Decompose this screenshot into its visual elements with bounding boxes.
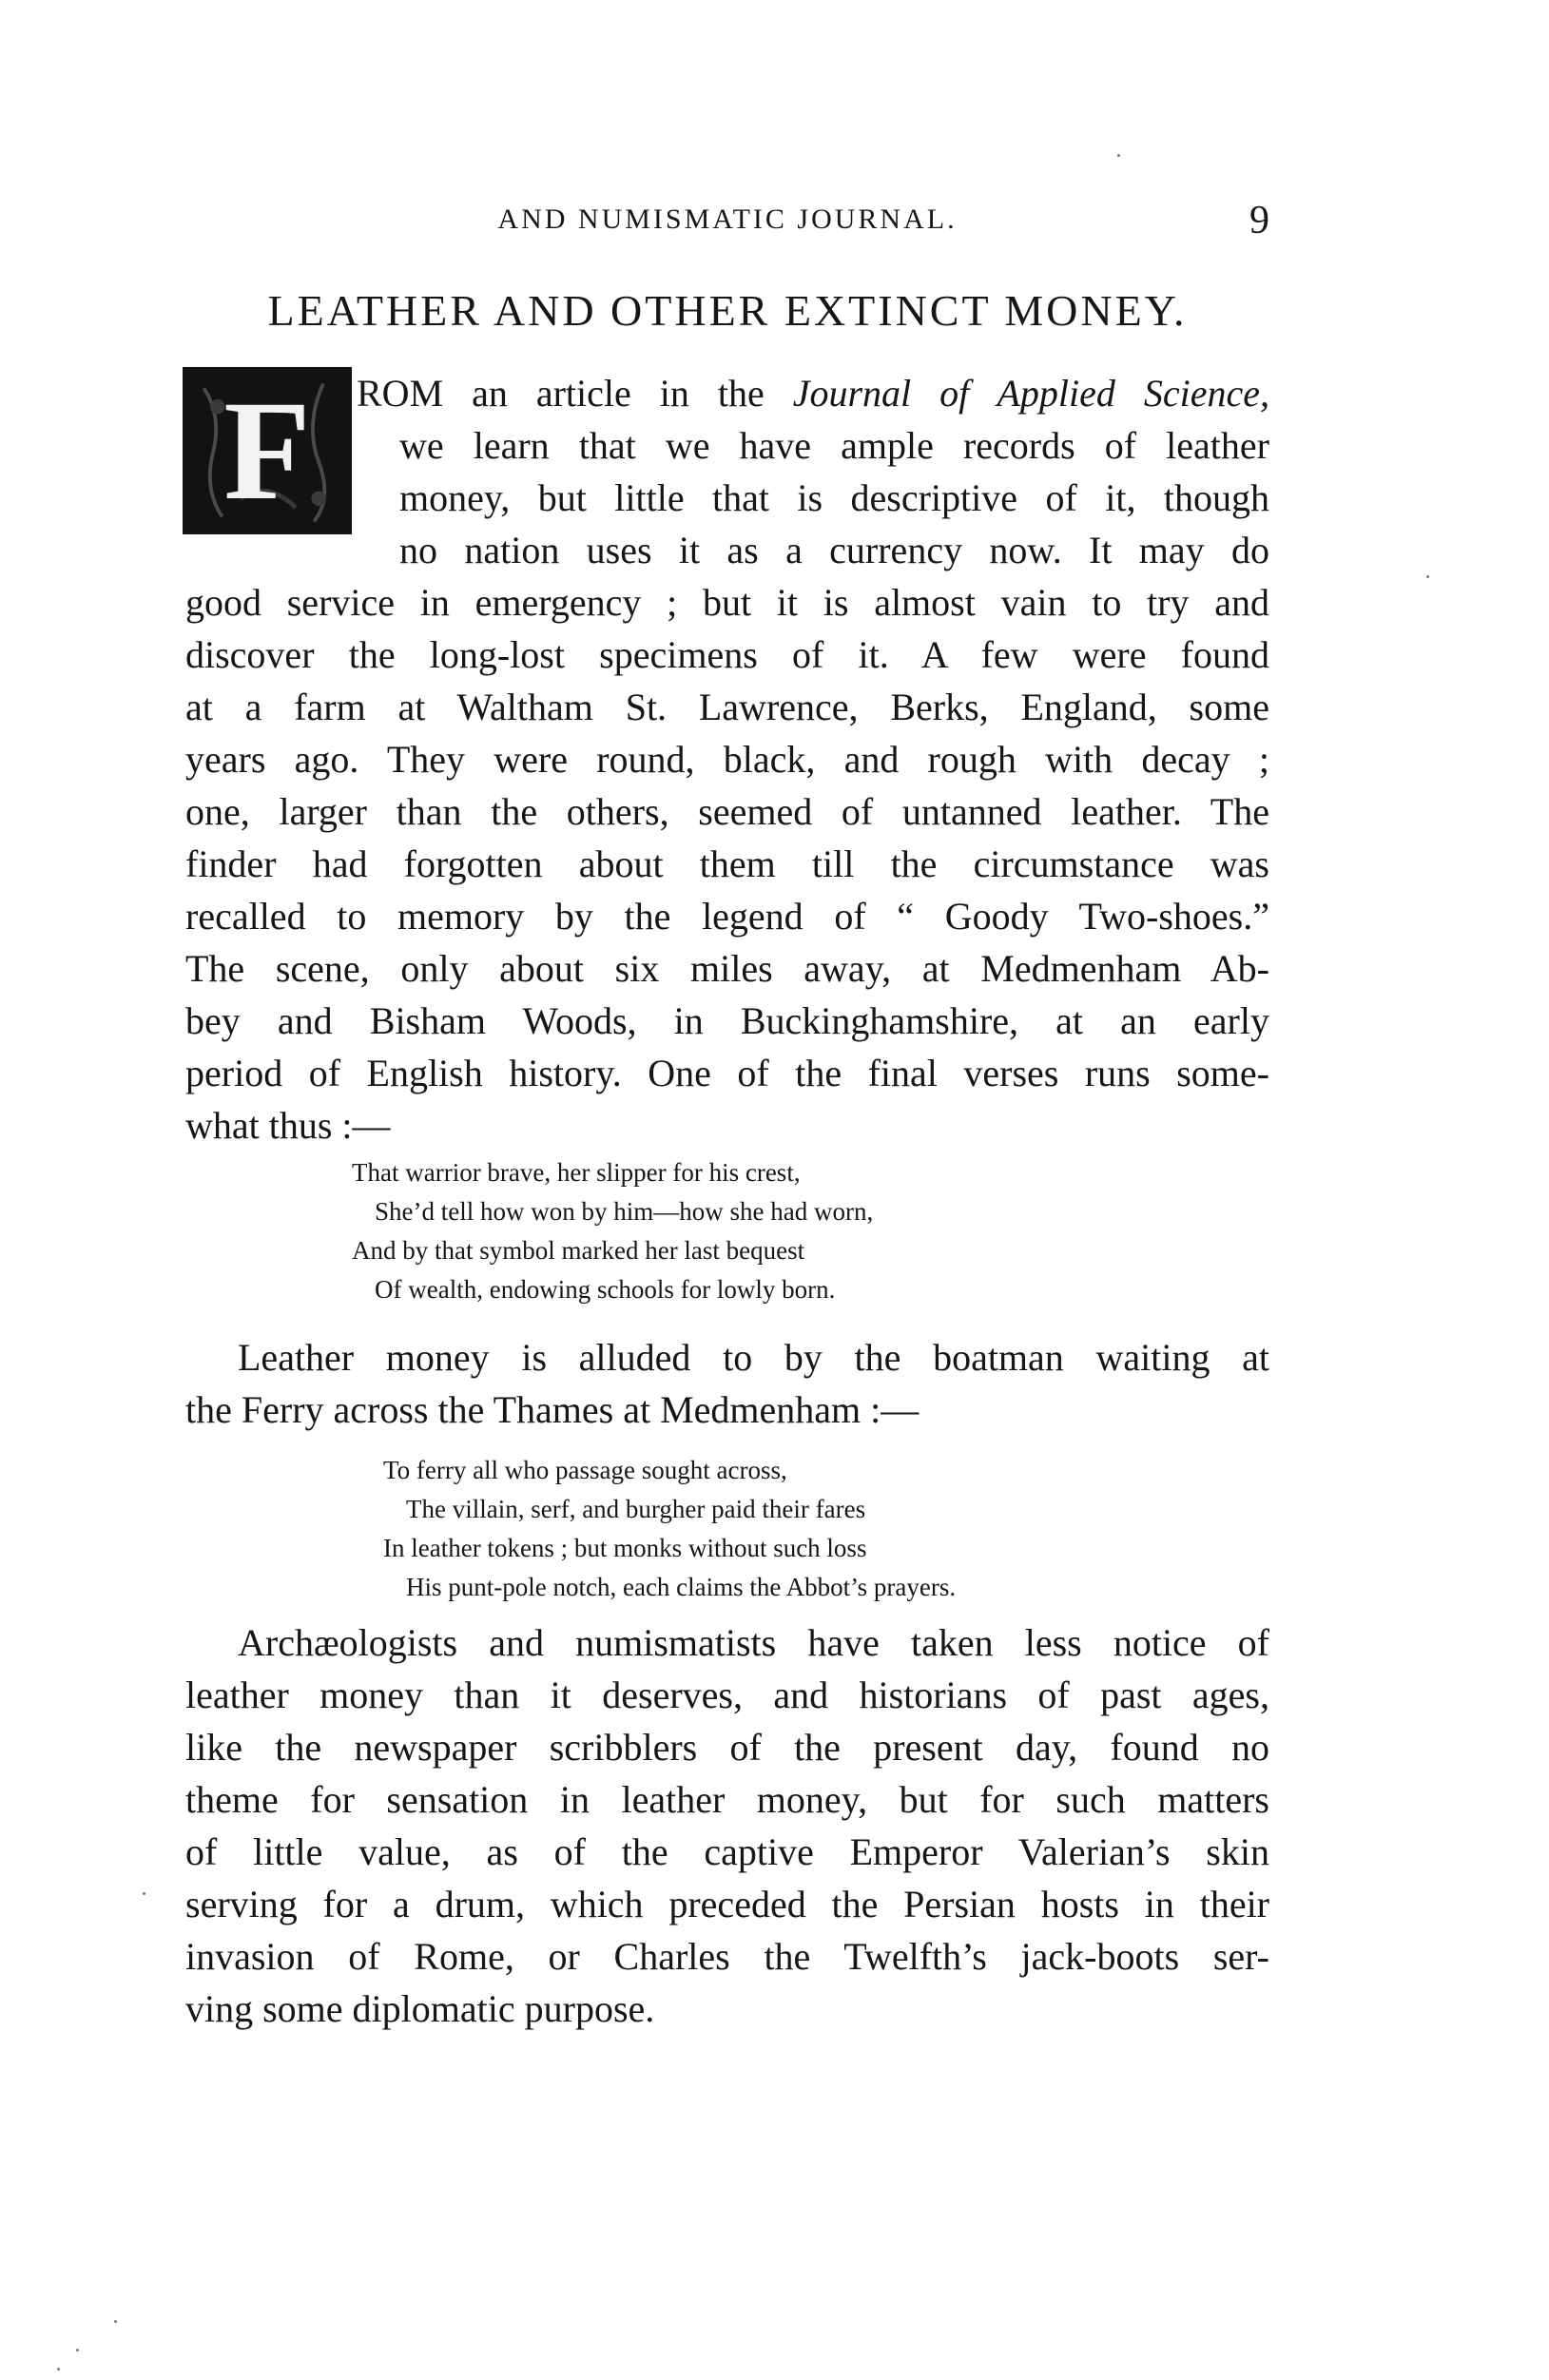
verse-line: And by that symbol marked her last bequest: [352, 1236, 805, 1265]
scan-speck: [1117, 154, 1120, 157]
paragraph-1-line: one, larger than the others, seemed of untanned leather. The: [185, 790, 1269, 833]
paragraph-2: [185, 1331, 1269, 1436]
running-title: AND NUMISMATIC JOURNAL.: [497, 203, 958, 235]
article-title: LEATHER AND OTHER EXTINCT MONEY.: [267, 286, 1188, 335]
paragraph-1-line: good service in emergency ; but it is almost vain to try and: [185, 581, 1269, 624]
paragraph-1-line: finder had forgotten about them till the circumstance was: [185, 842, 1269, 885]
scan-speck: [76, 2349, 79, 2351]
verse-line: To ferry all who passage sought across,: [383, 1456, 787, 1484]
paragraph-3-line: like the newspaper scribblers of the present day, found no: [185, 1726, 1269, 1769]
paragraph-1-line: period of English history. One of the final verses runs some-: [185, 1052, 1269, 1094]
paragraph-1-line: no nation uses it as a currency now. It may do: [399, 529, 1269, 571]
paragraph-3-line: serving for a drum, which preceded the Persian hosts in their: [185, 1883, 1269, 1925]
running-head: [185, 198, 1269, 255]
scan-speck: [114, 2320, 117, 2323]
verse-1: [352, 1153, 873, 1309]
verse-line: That warrior brave, her slipper for his crest,: [352, 1158, 801, 1187]
paragraph-3-line: of little value, as of the captive Emperor Valerian’s skin: [185, 1830, 1269, 1873]
page-number: 9: [1249, 199, 1269, 242]
scan-speck: [143, 1892, 145, 1895]
paragraph-1-line: The scene, only about six miles away, at Medmenham Ab-: [185, 947, 1269, 990]
verse-line: In leather tokens ; but monks without such loss: [383, 1534, 867, 1562]
journal-title: Journal of Applied Science,: [792, 372, 1269, 415]
paragraph-1-line-1: [185, 367, 1269, 419]
paragraph-1-line: recalled to memory by the legend of “ Goody Two-shoes.”: [185, 895, 1269, 938]
scan-speck: [1426, 575, 1429, 578]
paragraph-1-line: money, but little that is descriptive of it, though: [399, 476, 1269, 519]
paragraph-1: [185, 367, 1269, 1151]
paragraph-3-line: Archæologists and numismatists have taken less notice of: [238, 1621, 1269, 1664]
paragraph-3-line: theme for sensation in leather money, but for such matters: [185, 1778, 1269, 1821]
drop-cap-letter: F: [223, 372, 311, 530]
scan-speck: [57, 2368, 60, 2370]
verse-line: She’d tell how won by him—how she had worn,: [375, 1197, 874, 1226]
verse-line: The villain, serf, and burgher paid their fares: [406, 1495, 866, 1523]
line-text: ROM an article in the: [357, 372, 793, 415]
paragraph-3-line: ving some diplomatic purpose.: [185, 1987, 655, 2030]
verse-line: Of wealth, endowing schools for lowly born.: [375, 1275, 836, 1304]
paragraph-2-line: the Ferry across the Thames at Medmenham :—: [185, 1388, 920, 1431]
verse-2: [383, 1451, 956, 1607]
paragraph-3-line: leather money than it deserves, and historians of past ages,: [185, 1674, 1269, 1716]
paragraph-1-line: we learn that we have ample records of leather: [399, 424, 1269, 467]
paragraph-2-line: Leather money is alluded to by the boatman waiting at: [238, 1336, 1269, 1379]
paragraph-1-line: discover the long-lost specimens of it. A few were found: [185, 633, 1269, 676]
paragraph-3: [185, 1616, 1269, 2035]
paragraph-1-line: bey and Bisham Woods, in Buckinghamshire, at an early: [185, 999, 1269, 1042]
paragraph-1-line: years ago. They were round, black, and rough with decay ;: [185, 738, 1269, 781]
paragraph-3-line: invasion of Rome, or Charles the Twelfth’s jack-boots ser-: [185, 1935, 1269, 1978]
verse-line: His punt-pole notch, each claims the Abbot’s prayers.: [406, 1573, 957, 1601]
paragraph-1-line: at a farm at Waltham St. Lawrence, Berks, England, some: [185, 686, 1269, 728]
paragraph-1-line: what thus :—: [185, 1104, 391, 1147]
